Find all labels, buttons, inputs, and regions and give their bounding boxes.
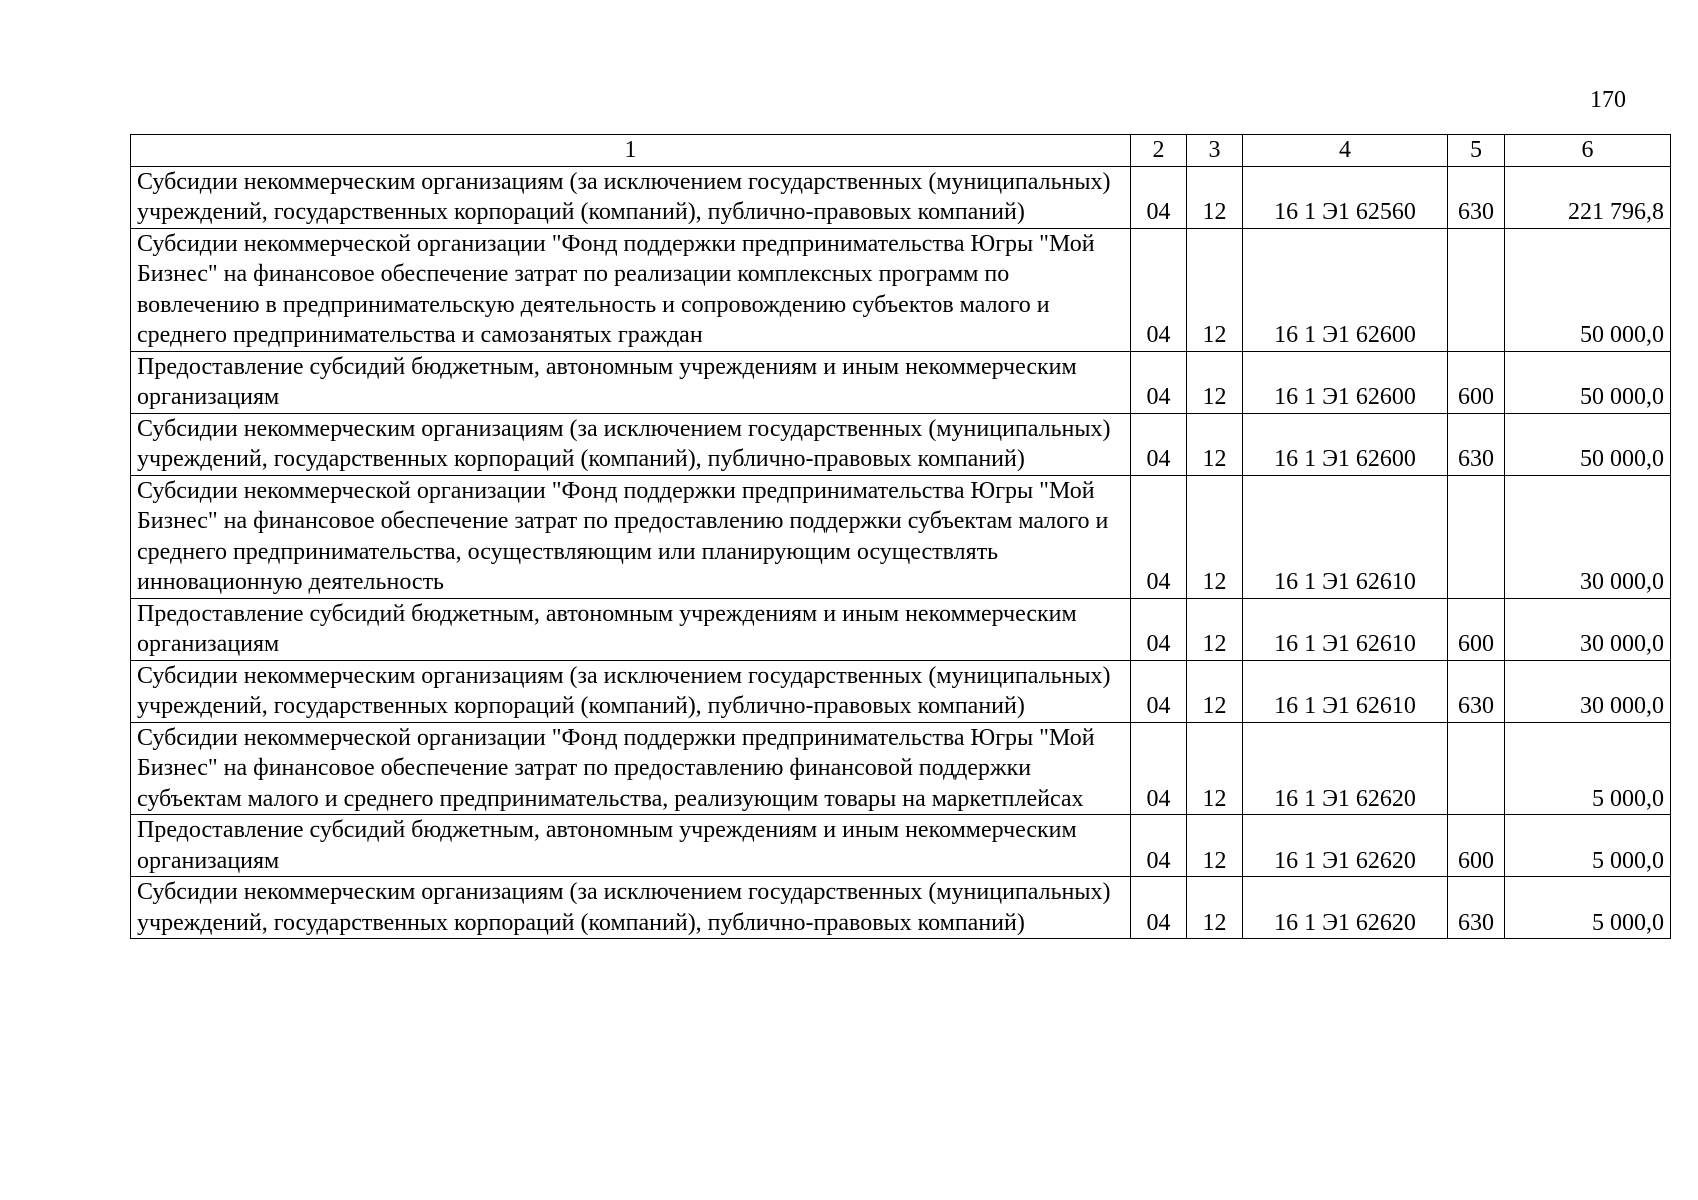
row-description: Субсидии некоммерческой организации "Фонд поддержки предпринимательства Югры "Мой Бизнес" на финансовое обеспечение затрат по предоставлению поддержки субъектам малого и среднего предпринимательства, осуществляющим или планирующим осуществлять инновационную деятельность <box>131 475 1131 598</box>
row-amount: 50 000,0 <box>1505 351 1671 413</box>
table-row <box>131 413 1671 475</box>
row-expense-type <box>1448 722 1505 815</box>
row-target-article: 16 1 Э1 62600 <box>1243 228 1448 351</box>
row-subsection: 12 <box>1187 475 1243 598</box>
table-row <box>131 475 1671 598</box>
row-target-article: 16 1 Э1 62620 <box>1243 722 1448 815</box>
column-header: 5 <box>1448 135 1505 167</box>
row-subsection: 12 <box>1187 660 1243 722</box>
row-amount: 50 000,0 <box>1505 413 1671 475</box>
table-header-row <box>131 135 1671 167</box>
row-expense-type: 600 <box>1448 351 1505 413</box>
table-row <box>131 815 1671 877</box>
row-amount: 30 000,0 <box>1505 660 1671 722</box>
row-target-article: 16 1 Э1 62610 <box>1243 475 1448 598</box>
row-section: 04 <box>1131 598 1187 660</box>
row-description: Субсидии некоммерческим организациям (за исключением государственных (муниципальных) учреждений, государственных корпораций (компаний), публично-правовых компаний) <box>131 660 1131 722</box>
row-expense-type: 630 <box>1448 413 1505 475</box>
row-target-article: 16 1 Э1 62610 <box>1243 598 1448 660</box>
row-section: 04 <box>1131 166 1187 228</box>
row-amount: 5 000,0 <box>1505 722 1671 815</box>
row-section: 04 <box>1131 413 1187 475</box>
row-expense-type: 630 <box>1448 877 1505 939</box>
page-number: 170 <box>1590 87 1626 113</box>
row-section: 04 <box>1131 660 1187 722</box>
column-header: 3 <box>1187 135 1243 167</box>
row-target-article: 16 1 Э1 62620 <box>1243 815 1448 877</box>
row-amount: 5 000,0 <box>1505 877 1671 939</box>
row-target-article: 16 1 Э1 62600 <box>1243 413 1448 475</box>
row-description: Предоставление субсидий бюджетным, автономным учреждениям и иным некоммерческим организациям <box>131 598 1131 660</box>
row-amount: 30 000,0 <box>1505 598 1671 660</box>
column-header: 6 <box>1505 135 1671 167</box>
row-amount: 30 000,0 <box>1505 475 1671 598</box>
row-subsection: 12 <box>1187 877 1243 939</box>
row-section: 04 <box>1131 877 1187 939</box>
row-target-article: 16 1 Э1 62620 <box>1243 877 1448 939</box>
row-amount: 50 000,0 <box>1505 228 1671 351</box>
column-header: 2 <box>1131 135 1187 167</box>
table-body <box>131 166 1671 939</box>
table-row <box>131 166 1671 228</box>
table-row <box>131 877 1671 939</box>
row-description: Субсидии некоммерческой организации "Фонд поддержки предпринимательства Югры "Мой Бизнес" на финансовое обеспечение затрат по предоставлению финансовой поддержки субъектам малого и среднего предпринимательства, реализующим товары на маркетплейсах <box>131 722 1131 815</box>
row-target-article: 16 1 Э1 62600 <box>1243 351 1448 413</box>
row-subsection: 12 <box>1187 598 1243 660</box>
column-header: 1 <box>131 135 1131 167</box>
row-section: 04 <box>1131 351 1187 413</box>
table-row <box>131 351 1671 413</box>
row-expense-type: 630 <box>1448 166 1505 228</box>
row-description: Субсидии некоммерческим организациям (за исключением государственных (муниципальных) учреждений, государственных корпораций (компаний), публично-правовых компаний) <box>131 877 1131 939</box>
row-section: 04 <box>1131 815 1187 877</box>
row-subsection: 12 <box>1187 228 1243 351</box>
row-description: Предоставление субсидий бюджетным, автономным учреждениям и иным некоммерческим организациям <box>131 351 1131 413</box>
row-description: Субсидии некоммерческой организации "Фонд поддержки предпринимательства Югры "Мой Бизнес" на финансовое обеспечение затрат по реализации комплексных программ по вовлечению в предпринимательскую деятельность и сопровождению субъектов малого и среднего предпринимательства и самозанятых граждан <box>131 228 1131 351</box>
row-amount: 221 796,8 <box>1505 166 1671 228</box>
row-subsection: 12 <box>1187 166 1243 228</box>
row-section: 04 <box>1131 228 1187 351</box>
row-expense-type <box>1448 475 1505 598</box>
row-subsection: 12 <box>1187 722 1243 815</box>
row-amount: 5 000,0 <box>1505 815 1671 877</box>
row-subsection: 12 <box>1187 413 1243 475</box>
table-row <box>131 722 1671 815</box>
table-row <box>131 598 1671 660</box>
row-expense-type: 630 <box>1448 660 1505 722</box>
table-row <box>131 228 1671 351</box>
row-description: Субсидии некоммерческим организациям (за исключением государственных (муниципальных) учреждений, государственных корпораций (компаний), публично-правовых компаний) <box>131 413 1131 475</box>
row-subsection: 12 <box>1187 815 1243 877</box>
row-subsection: 12 <box>1187 351 1243 413</box>
row-description: Предоставление субсидий бюджетным, автономным учреждениям и иным некоммерческим организациям <box>131 815 1131 877</box>
row-section: 04 <box>1131 722 1187 815</box>
row-expense-type: 600 <box>1448 815 1505 877</box>
table-row <box>131 660 1671 722</box>
column-header: 4 <box>1243 135 1448 167</box>
row-expense-type <box>1448 228 1505 351</box>
row-expense-type: 600 <box>1448 598 1505 660</box>
row-section: 04 <box>1131 475 1187 598</box>
row-description: Субсидии некоммерческим организациям (за исключением государственных (муниципальных) учреждений, государственных корпораций (компаний), публично-правовых компаний) <box>131 166 1131 228</box>
row-target-article: 16 1 Э1 62610 <box>1243 660 1448 722</box>
budget-table <box>130 134 1671 939</box>
row-target-article: 16 1 Э1 62560 <box>1243 166 1448 228</box>
